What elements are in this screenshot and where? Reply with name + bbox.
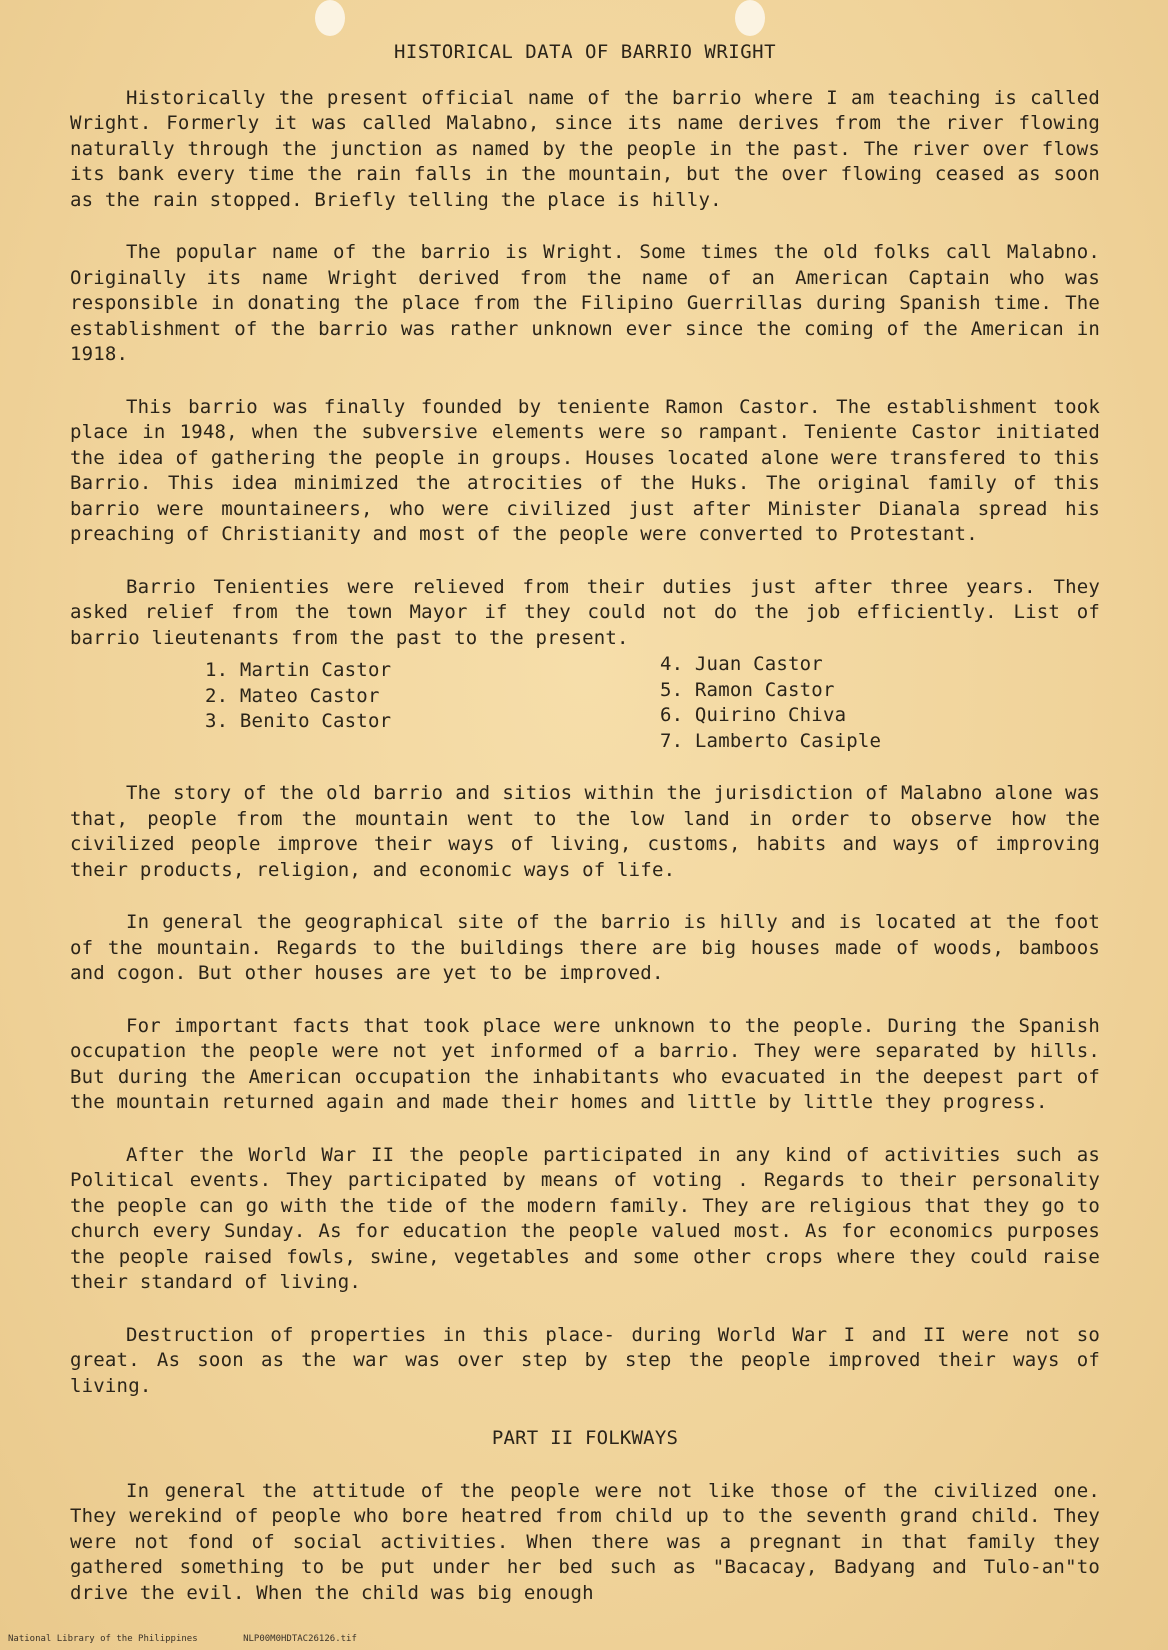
library-label: National Library of the Philippines: [8, 1634, 198, 1644]
paragraph: Historically the present official name of the barrio where I am teaching is called Wright. Formerly it was called Malabno, since its name derives from the river flowing naturally through the junction as named by the people in the past. The river over flows its bank every time the rain falls in the mountain, but the over flowing ceased as soon as the rain stopped. Briefly telling the place is hilly.: [70, 86, 1100, 211]
list-item: 7. Lamberto Casiple: [660, 729, 882, 752]
punch-hole: [735, 0, 765, 36]
paragraph: In general the geographical site of the barrio is hilly and is located at the foot of the mountain. Regards to the buildings there are big houses made of woods, bamboos and cogon. But other houses are yet to be improved.: [70, 911, 1100, 984]
list-item: 1. Martin Castor: [205, 659, 392, 681]
paragraph: Destruction of properties in this place- during World War I and II were not so great. As soon as the war was over step by step the people improved their ways of living.: [70, 1323, 1100, 1397]
paragraph: After the World War II the people participated in any kind of activities such as Political events. They participated by means of voting . Regards to their personality the people can go with the tide of the modern family. They are religious that they go to church every Sunday. As for education the people valued most. As for economics purposes the people raised fowls, swine, vegetables and some other crops where they could raise their standard of living.: [70, 1143, 1100, 1293]
document-title: HISTORICAL DATA OF BARRIO WRIGHT: [393, 41, 777, 63]
lieutenants-list: [205, 653, 1100, 754]
punch-hole: [315, 0, 345, 36]
list-item: 6. Quirino Chiva: [660, 704, 847, 726]
paragraph: For important facts that took place were unknown to the people. During the Spanish occupation the people were not yet informed of a barrio. They were separated by hills. But during the American occupation the inhabitants who evacuated in the deepest part of the mountain returned again and made their homes and little by little they progress.: [70, 1014, 1100, 1113]
paragraph: In general the attitude of the people were not like those of the civilized one. They werekind of people who bore heatred from child up to the seventh grand child. They were not fond of social activities. When there was a pregnant in that family they gathered something to be put under her bed such as "Bacacay, Badyang and Tulo-an"to drive the evil. When the child was big enough: [70, 1479, 1100, 1604]
document-body: [70, 40, 1100, 1633]
lieutenants-list-left: [205, 658, 660, 754]
list-item: 3. Benito Castor: [205, 710, 392, 732]
paragraph: The popular name of the barrio is Wright. Some times the old folks call Malabno. Originally its name Wright derived from the name of an American Captain who was responsible in donating the place from the Filipino Guerrillas during Spanish time. The establishment of the barrio was rather unknown ever since the coming of the American in 1918.: [70, 241, 1100, 365]
paragraph: The story of the old barrio and sitios within the jurisdiction of Malabno alone was that, people from the mountain went to the low land in order to observe how the civilized people improve their ways of living, customs, habits and ways of improving their products, religion, and economic ways of life.: [70, 782, 1100, 881]
list-item: 5. Ramon Castor: [660, 678, 835, 701]
paragraph: Barrio Tenienties were relieved from their duties just after three years. They asked relief from the town Mayor if they could not do the job efficiently. List of barrio lieutenants from the past to the present.: [70, 575, 1100, 649]
paragraph: This barrio was finally founded by teniente Ramon Castor. The establishment took place in 1948, when the subversive elements were so rampant. Teniente Castor initiated the idea of gathering the people in groups. Houses located alone were transfered to this Barrio. This idea minimized the atrocities of the Huks. The original family of this barrio were mountaineers, who were civilized just after Minister Dianala spread his preaching of Christianity and most of the people were converted to Protestant.: [70, 395, 1100, 545]
lieutenants-list-right: [660, 652, 1115, 754]
list-item: 2. Mateo Castor: [205, 684, 380, 707]
section-title: PART II FOLKWAYS: [491, 1427, 679, 1449]
scan-footer: [8, 1634, 397, 1644]
file-label: NLP00M0HDTAC26126.tif: [243, 1634, 357, 1644]
list-item: 4. Juan Castor: [660, 653, 823, 675]
